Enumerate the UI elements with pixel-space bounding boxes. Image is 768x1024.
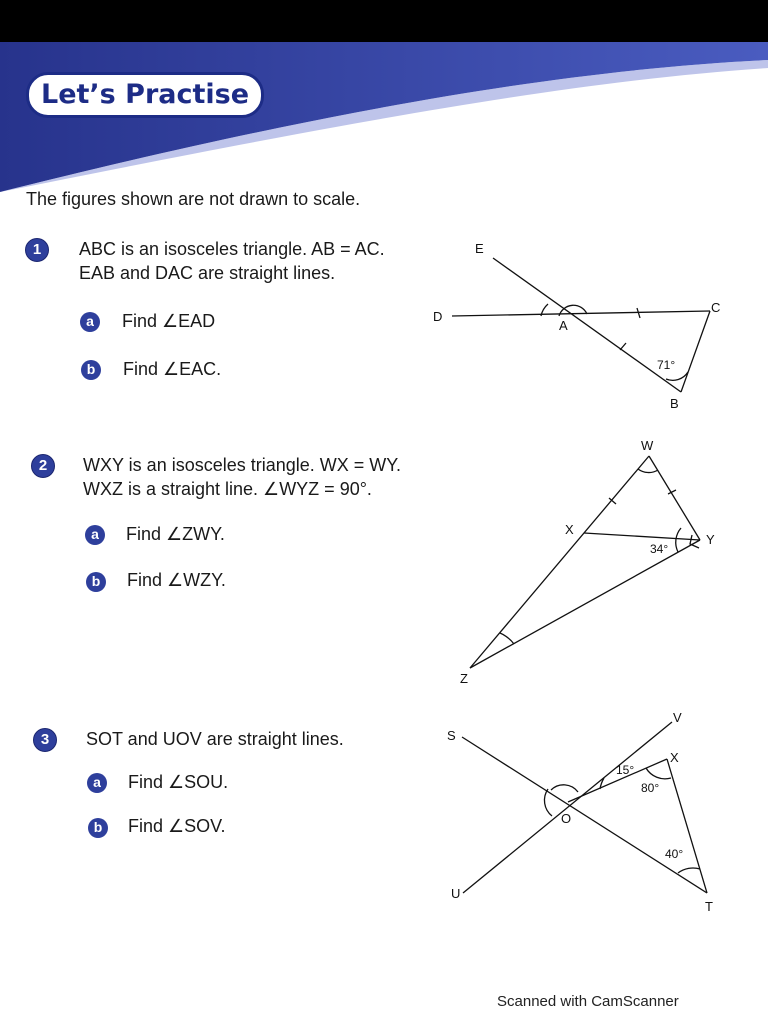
point-x: X bbox=[565, 522, 574, 537]
question-2b-letter: b bbox=[86, 572, 106, 592]
point-s: S bbox=[447, 728, 456, 743]
question-1b-text: Find ∠EAC. bbox=[123, 359, 222, 379]
figure-3-straight-lines bbox=[462, 722, 707, 893]
question-3a-text: Find ∠SOU. bbox=[128, 772, 229, 792]
question-3-line-1: SOT and UOV are straight lines. bbox=[86, 729, 344, 749]
point-y: Y bbox=[706, 532, 715, 547]
point-u: U bbox=[451, 886, 461, 901]
question-1-line-1: ABC is an isosceles triangle. AB = AC. bbox=[79, 239, 385, 259]
point-c: C bbox=[711, 300, 721, 315]
question-2-line-1: WXY is an isosceles triangle. WX = WY. bbox=[83, 455, 401, 475]
point-x3: X bbox=[670, 750, 679, 765]
question-2a-letter: a bbox=[85, 525, 105, 545]
point-e: E bbox=[475, 241, 484, 256]
question-1-line-2: EAB and DAC are straight lines. bbox=[79, 263, 336, 283]
point-v: V bbox=[673, 710, 682, 725]
angle-t-label: 40° bbox=[665, 847, 684, 861]
question-3b-text: Find ∠SOV. bbox=[128, 816, 226, 836]
page-title: Let’s Practise bbox=[26, 72, 264, 118]
question-1-number: 1 bbox=[25, 238, 49, 262]
angle-xyw-label: 34° bbox=[650, 542, 669, 556]
question-3a-letter: a bbox=[87, 773, 107, 793]
question-2b-text: Find ∠WZY. bbox=[127, 570, 226, 590]
question-2a-text: Find ∠ZWY. bbox=[126, 524, 225, 544]
angle-b-label: 71° bbox=[657, 358, 676, 372]
point-d: D bbox=[433, 309, 443, 324]
figure-2-isosceles-triangle bbox=[470, 456, 700, 668]
point-w: W bbox=[641, 438, 654, 453]
question-3b-letter: b bbox=[88, 818, 108, 838]
question-1a-letter: a bbox=[80, 312, 100, 332]
point-a: A bbox=[559, 318, 568, 333]
question-1a-text: Find ∠EAD bbox=[122, 311, 216, 331]
angle-vox-label: 15° bbox=[616, 763, 635, 777]
point-b: B bbox=[670, 396, 679, 411]
intro-note: The figures shown are not drawn to scale. bbox=[26, 189, 361, 209]
scanner-watermark: Scanned with CamScanner bbox=[497, 993, 679, 1010]
question-1b-letter: b bbox=[81, 360, 101, 380]
question-2-line-2: WXZ is a straight line. ∠WYZ = 90°. bbox=[83, 479, 372, 499]
point-z: Z bbox=[460, 671, 468, 686]
angle-oxt-label: 80° bbox=[641, 781, 660, 795]
point-t: T bbox=[705, 899, 713, 914]
question-2-number: 2 bbox=[31, 454, 55, 478]
point-o: O bbox=[561, 811, 572, 826]
question-3-number: 3 bbox=[33, 728, 57, 752]
